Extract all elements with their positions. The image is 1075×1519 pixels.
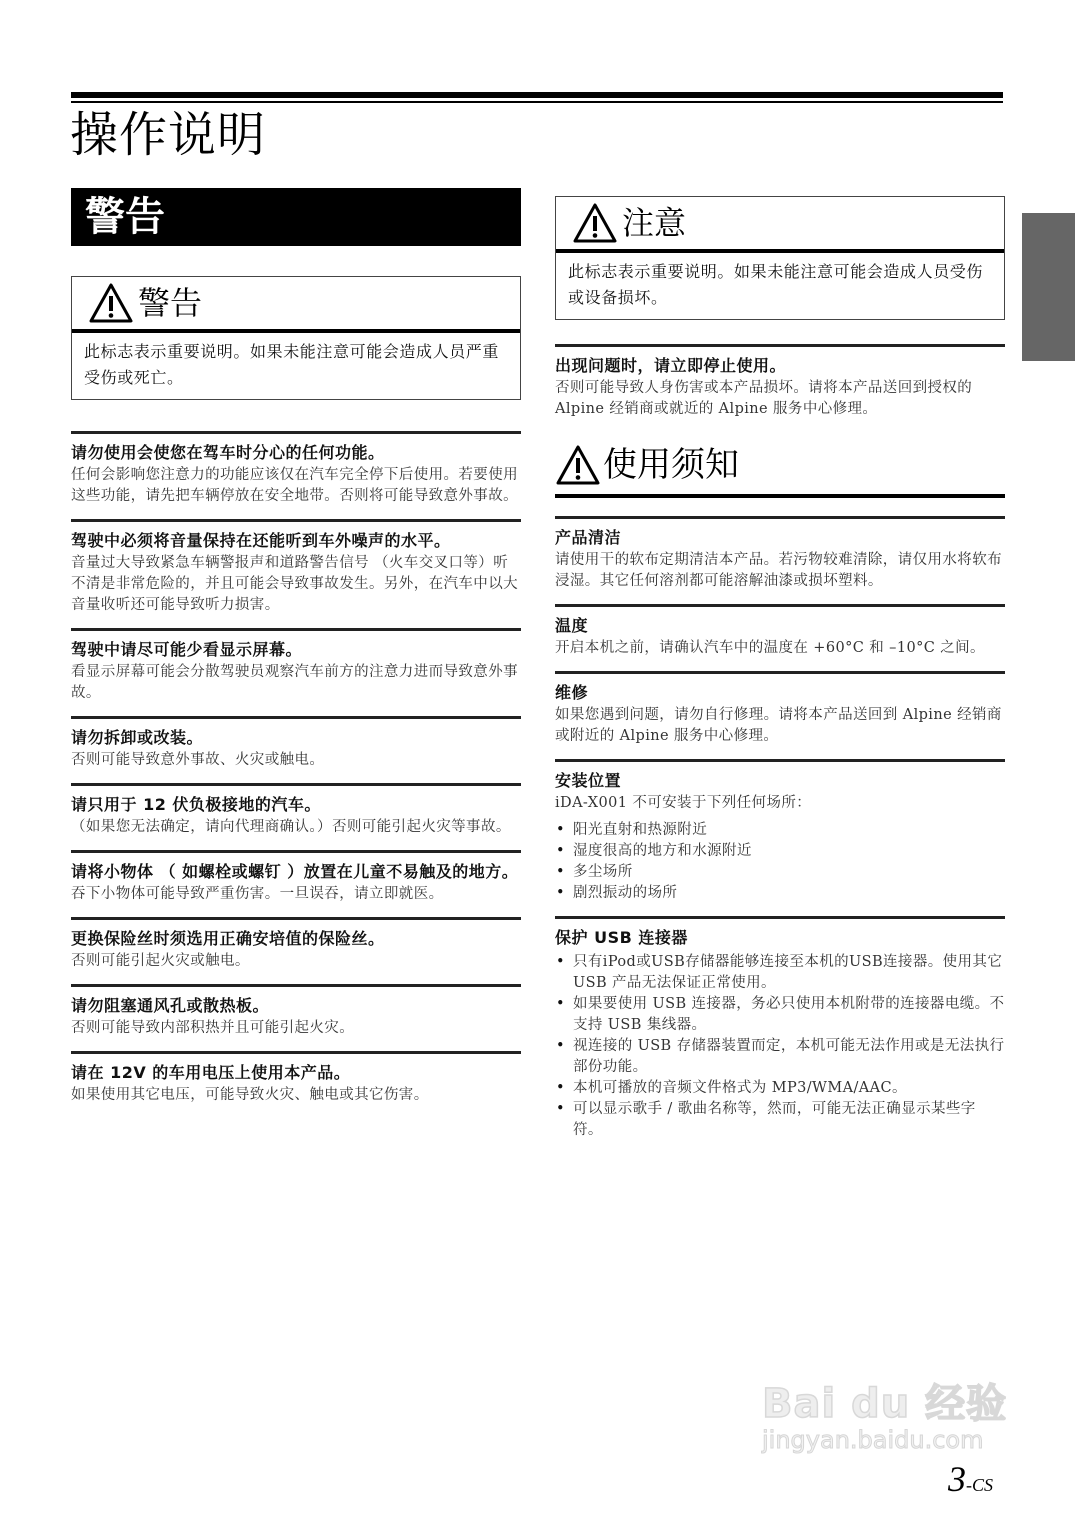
item-title: 驾驶中必须将音量保持在还能听到车外噪声的水平。	[71, 531, 451, 550]
left-column	[71, 188, 521, 1106]
item-title: 请勿拆卸或改装。	[71, 728, 204, 747]
warning-item	[71, 850, 521, 905]
usage-notes-header	[555, 440, 1005, 498]
item-title: 请在 12V 的车用电压上使用本产品。	[71, 1063, 351, 1082]
bullet-item: • 本机可播放的音频文件格式为 MP3/WMA/AAC。	[555, 1078, 1005, 1099]
warning-item	[71, 519, 521, 616]
caution-notice-body: 此标志表示重要说明。如果未能注意可能会造成人员受伤或设备损坏。	[568, 262, 984, 307]
item-text: 否则可能引起火灾或触电。	[71, 953, 250, 969]
item-title: 安装位置	[555, 771, 622, 790]
item-text: （如果您无法确定，请向代理商确认。）否则可能引起火灾等事故。	[71, 819, 511, 835]
warning-triangle-icon	[88, 282, 134, 324]
item-text: 如果您遇到问题，请勿自行修理。请将本产品送回到 Alpine 经销商或附近的 Alpine 服务中心修理。	[555, 707, 1002, 744]
item-text: 否则可能导致意外事故、火灾或触电。	[71, 752, 325, 768]
caution-item	[555, 344, 1005, 420]
warning-item	[71, 431, 521, 507]
right-column	[555, 196, 1005, 1141]
usage-items	[555, 516, 1005, 1141]
item-text: 否则可能导致人身伤害或本产品损坏。请将本产品送回到授权的 Alpine 经销商或就近的 Alpine 服务中心修理。	[555, 380, 973, 417]
item-text: 看显示屏幕可能会分散驾驶员观察汽车前方的注意力进而导致意外事故。	[71, 664, 518, 701]
item-text: 任何会影响您注意力的功能应该仅在汽车完全停下后使用。若要使用这些功能，请先把车辆停放在安全地带。否则将可能导致意外事故。	[71, 467, 518, 504]
bullet-item: • 可以显示歌手 / 歌曲名称等，然而，可能无法正确显示某些字符。	[555, 1099, 1005, 1141]
usage-item	[555, 604, 1005, 659]
install-location-item	[555, 759, 1005, 904]
page-title: 操作说明	[70, 107, 267, 163]
caution-items	[555, 344, 1005, 420]
bullet-item: • 阳光直射和热源附近	[555, 820, 1005, 841]
item-text: 如果使用其它电压，可能导致火灾、触电或其它伤害。	[71, 1087, 429, 1103]
usage-notes-title: 使用须知	[603, 445, 739, 485]
top-rule-thin	[71, 101, 1003, 103]
usb-protection-item	[555, 916, 1005, 1141]
item-text: iDA-X001 不可安装于下列任何场所：	[555, 795, 812, 811]
item-title: 请只用于 12 伏负极接地的汽车。	[71, 795, 321, 814]
item-title: 请勿使用会使您在驾车时分心的任何功能。	[71, 443, 385, 462]
page-number-suffix: -CS	[966, 1475, 993, 1495]
bullet-item: • 剧烈振动的场所	[555, 883, 1005, 904]
warning-items	[71, 431, 521, 1106]
item-text: 音量过大导致紧急车辆警报声和道路警告信号 （火车交叉口等）听不清是非常危险的，并且可能会导致事故发生。另外，在汽车中以大音量收听还可能导致听力损害。	[71, 555, 518, 613]
warning-notice-body: 此标志表示重要说明。如果未能注意可能会造成人员严重受伤或死亡。	[84, 342, 500, 387]
warning-item	[71, 783, 521, 838]
bullet-item: • 多尘场所	[555, 862, 1005, 883]
warning-item	[71, 917, 521, 972]
item-text: 吞下小物体可能导致严重伤害。一旦误吞，请立即就医。	[71, 886, 444, 902]
page-number-value: 3	[948, 1459, 966, 1499]
warning-notice-box	[71, 276, 521, 400]
watermark-brand: Bai du 经验	[762, 1381, 1008, 1427]
item-title: 出现问题时，请立即停止使用。	[555, 356, 787, 375]
item-title: 保护 USB 连接器	[555, 928, 688, 947]
bullet-item: • 视连接的 USB 存储器装置而定，本机可能无法作用或是无法执行部份功能。	[555, 1036, 1005, 1078]
baidu-watermark	[762, 1383, 1012, 1463]
item-title: 驾驶中请尽可能少看显示屏幕。	[71, 640, 303, 659]
page-number	[948, 1458, 993, 1500]
item-text: 请使用干的软布定期清洁本产品。若污物较难清除，请仅用水将软布浸湿。其它任何溶剂都可能溶解油漆或损坏塑料。	[555, 552, 1002, 589]
usage-item	[555, 516, 1005, 592]
section-side-tab	[1022, 213, 1075, 361]
item-text: 否则可能导致内部积热并且可能引起火灾。	[71, 1020, 355, 1036]
usage-item	[555, 671, 1005, 747]
item-title: 温度	[555, 616, 589, 635]
bullet-item: • 如果要使用 USB 连接器，务必只使用本机附带的连接器电缆。不支持 USB 集线器。	[555, 994, 1005, 1036]
watermark-url: jingyan.baidu.com	[762, 1426, 984, 1454]
warning-triangle-icon	[555, 444, 601, 486]
warning-item	[71, 716, 521, 771]
item-title: 请勿阻塞通风孔或散热板。	[71, 996, 270, 1015]
caution-notice-title: 注意	[622, 204, 687, 242]
item-text: 开启本机之前，请确认汽车中的温度在 +60°C 和 –10°C 之间。	[555, 640, 985, 656]
caution-notice-box	[555, 196, 1005, 320]
item-title: 产品清洁	[555, 528, 622, 547]
warning-notice-header	[72, 277, 520, 333]
install-bullet-list	[555, 820, 1005, 904]
item-title: 更换保险丝时须选用正确安培值的保险丝。	[71, 929, 385, 948]
caution-notice-header	[556, 197, 1004, 253]
warning-triangle-icon	[572, 202, 618, 244]
warning-item	[71, 1051, 521, 1106]
warning-item	[71, 628, 521, 704]
warning-notice-title: 警告	[138, 284, 203, 322]
top-rule-thick	[71, 92, 1003, 98]
item-title: 维修	[555, 683, 589, 702]
warning-banner: 警告	[71, 188, 521, 246]
bullet-item: • 湿度很高的地方和水源附近	[555, 841, 1005, 862]
item-title: 请将小物体 （ 如螺栓或螺钉 ）放置在儿童不易触及的地方。	[71, 862, 519, 881]
warning-item	[71, 984, 521, 1039]
bullet-item: • 只有iPod或USB存储器能够连接至本机的USB连接器。使用其它 USB 产品无法保证正常使用。	[555, 952, 1005, 994]
usb-bullet-list	[555, 952, 1005, 1141]
